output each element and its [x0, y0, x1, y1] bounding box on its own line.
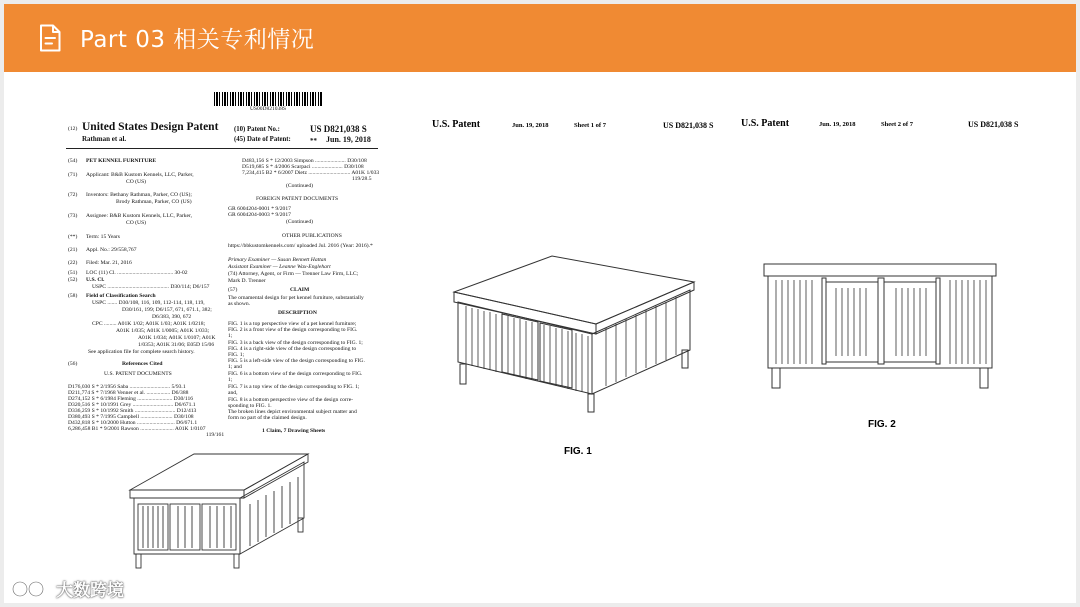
patent-date: Jun. 19, 2018	[326, 135, 371, 144]
field-code: (72)	[68, 192, 78, 198]
field-term: Term: 15 Years	[86, 234, 120, 240]
patent-type-title: United States Design Patent	[82, 121, 219, 133]
figure-label: FIG. 1	[564, 446, 592, 457]
foreign-doc-row: GR 6004204-0003 * 9/2017	[228, 212, 291, 218]
kennel-drawing-small	[128, 446, 314, 576]
continued-label: (Continued)	[286, 219, 314, 225]
field-assignee: Assignee: B&B Kustom Kennels, LLC, Parker,	[86, 213, 193, 219]
desc-line: The broken lines depict environmental subject matter and	[228, 409, 357, 415]
sheet2-patent-number: US D821,038 S	[968, 120, 1019, 129]
claims-footer: 1 Claim, 7 Drawing Sheets	[262, 428, 326, 434]
field-code: (56)	[68, 361, 78, 367]
other-pubs-text: https://bbkustomkennels.com/ uploaded Jul. 2016 (Year: 2016).*	[228, 243, 373, 249]
watermark	[10, 576, 124, 601]
us-doc-row: D320,516 S * 10/1991 Grey ............................. D6/671.1	[68, 402, 196, 408]
desc-line: and,	[228, 390, 238, 396]
ref-row: D483,156 S * 12/2003 Simpson ...................... D30/108	[242, 158, 367, 164]
field-search-line: A01K 1/034; A01K 1/0107; A01K	[138, 335, 216, 341]
barcode-number: US00D821038S	[249, 106, 287, 112]
ref-row: D519,685 S * 4/2006 Scarpaci ...................... D30/108	[242, 164, 364, 170]
claim-text: The ornamental design for pet kennel furniture, substantially	[228, 295, 364, 301]
us-doc-row: 6,286,458 B1 * 9/2001 Rawson ........................ A01K 1/0107	[68, 426, 206, 432]
desc-line: 1;	[228, 377, 233, 383]
inventor-short: Rathman et al.	[82, 135, 127, 143]
examiner-line: Primary Examiner — Susan Bennett Hattan	[228, 257, 327, 263]
field-assignee-cont: CO (US)	[126, 220, 147, 226]
desc-line: FIG. 7 is a top view of the design corresponding to FIG. 1;	[228, 384, 360, 390]
other-pubs-title: OTHER PUBLICATIONS	[282, 233, 342, 239]
patent-no-label: (10) Patent No.:	[234, 126, 280, 133]
claim-title: CLAIM	[290, 287, 310, 293]
field-code: (52)	[68, 277, 78, 283]
kennel-drawing-fig2	[762, 262, 1000, 392]
field-code: (54)	[68, 158, 78, 164]
sheet2-date: Jun. 19, 2018	[819, 121, 856, 128]
desc-line: FIG. 4 is a right-side view of the design corresponding to	[228, 346, 357, 352]
document-icon	[38, 24, 62, 52]
us-doc-row: D274,152 S * 6/1984 Fleming ......................... D30/116	[68, 396, 194, 402]
field-code: (**)	[68, 234, 78, 240]
ref-row: 7,234,415 B2 * 6/2007 Dietz .............................. A01K 1/033	[242, 170, 380, 176]
desc-line: FIG. 1;	[228, 352, 245, 358]
desc-line: FIG. 8 is a bottom perspective view of the design corre-	[228, 397, 354, 403]
us-doc-row: D380,493 S * 7/1995 Campbell ....................... D30/108	[68, 414, 194, 420]
barcode	[214, 92, 322, 106]
date-label: (45) Date of Patent:	[234, 136, 291, 143]
sheet1-sheet-number: Sheet 1 of 7	[574, 122, 606, 129]
field-uscl: U.S. Cl.	[86, 277, 105, 283]
sheet2-sheet-number: Sheet 2 of 7	[881, 121, 913, 128]
field-inventors-cont: Brody Rathman, Parker, CO (US)	[116, 199, 192, 205]
field-code: (71)	[68, 172, 78, 178]
refs-title: References Cited	[122, 361, 163, 367]
desc-line: sponding to FIG. 1.	[228, 403, 272, 409]
foreign-doc-row: GR 6004204-0001 * 9/2017	[228, 206, 291, 212]
field-applicant-cont: CO (US)	[126, 179, 147, 185]
sheet1-date: Jun. 19, 2018	[512, 122, 549, 129]
desc-line: FIG. 5 is a left-side view of the design corresponding to FIG.	[228, 358, 365, 364]
us-doc-row: D432,818 S * 10/2000 Hutton ........................... D6/671.1	[68, 420, 198, 426]
examiner-line: Mark D. Trenner	[228, 278, 266, 284]
page-title: Part 03 相关专利情况	[80, 27, 315, 53]
us-doc-row: 119/161	[206, 432, 225, 438]
field-appl-no: Appl. No.: 29/558,767	[86, 247, 137, 253]
field-search-line: D30/161, 199; D6/157, 671, 671.1, 382;	[122, 307, 212, 313]
date-marker: **	[310, 137, 317, 145]
desc-line: FIG. 3 is a back view of the design corresponding to FIG. 1;	[228, 340, 363, 346]
desc-line: FIG. 2 is a front view of the design corresponding to FIG.	[228, 327, 358, 333]
field-search-title: Field of Classification Search	[86, 293, 156, 299]
us-doc-row: D211,774 S * 7/1968 Venner et al. ................. D6/388	[68, 390, 189, 396]
sheet2-left-header: U.S. Patent	[741, 118, 790, 129]
claim-text: as shown.	[228, 301, 251, 307]
desc-line: FIG. 1 is a top perspective view of a pet kennel furniture;	[228, 321, 357, 327]
field-title: PET KENNEL FURNITURE	[86, 158, 157, 164]
field-code: (73)	[68, 213, 78, 219]
us-docs-title: U.S. PATENT DOCUMENTS	[104, 371, 172, 377]
desc-line: 1;	[228, 333, 233, 339]
field-applicant: Applicant: B&B Kustom Kennels, LLC, Parker,	[86, 172, 194, 178]
field-search-line: 1/0353; A01K 31/06; E05D 15/06	[138, 342, 215, 348]
brand-logo-icon	[10, 578, 50, 600]
watermark-text: 大数跨境	[56, 581, 124, 601]
desc-line: FIG. 6 is a bottom view of the design corresponding to FIG.	[228, 371, 363, 377]
desc-line: 1; and	[228, 364, 242, 370]
figure-label: FIG. 2	[868, 419, 896, 430]
examiner-line: Assistant Examiner — Leanne Wax-Englehart	[228, 264, 331, 270]
field-uspc: USPC ............................................ D30/114; D6/157	[92, 284, 210, 290]
us-doc-row: D336,259 S * 10/1992 Smith ............................. D12/413	[68, 408, 197, 414]
header-bar	[4, 4, 1076, 72]
sheet1-left-header: U.S. Patent	[432, 119, 481, 130]
field-inventors: Inventors: Bethany Rathman, Parker, CO (US);	[86, 192, 192, 198]
field-search-line: D6/383, 390, 672	[152, 314, 192, 320]
continued-label: (Continued)	[286, 183, 314, 189]
patent-number: US D821,038 S	[310, 124, 367, 134]
slide	[4, 4, 1076, 603]
description-title: DESCRIPTION	[278, 310, 317, 316]
desc-line: form no part of the claimed design.	[228, 415, 307, 421]
foreign-docs-title: FOREIGN PATENT DOCUMENTS	[256, 196, 339, 202]
field-loc: LOC (11) Cl. ........................................ 30-02	[86, 270, 188, 276]
examiner-line: (74) Attorney, Agent, or Firm — Trenner Law Firm, LLC;	[228, 271, 359, 277]
ref-row: 119/28.5	[352, 176, 372, 182]
claim-code: (57)	[228, 287, 238, 293]
field-code: (21)	[68, 247, 78, 253]
kennel-drawing-fig1	[450, 254, 702, 414]
field-search-line: A01K 1/035; A01K 1/0005; A01K 1/033;	[116, 328, 210, 334]
patent-front-page	[64, 88, 379, 438]
field-search-line: USPC ....... D30/108, 116, 109, 112-114, 118, 119,	[92, 300, 205, 306]
field-search-note: See application file for complete search history.	[88, 349, 195, 355]
field-code: (58)	[68, 293, 78, 299]
divider	[66, 148, 378, 149]
field-filed: Filed: Mar. 21, 2016	[86, 260, 132, 266]
field-code: (51)	[68, 270, 78, 276]
country-code: (12)	[68, 126, 78, 132]
field-search-line: CPC ......... A01K 1/02; A01K 1/03; A01K 1/0218;	[92, 321, 206, 327]
field-code: (22)	[68, 260, 78, 266]
sheet1-patent-number: US D821,038 S	[663, 121, 714, 130]
us-doc-row: D176,030 S * 2/1956 Saba ............................. 5/93.1	[68, 384, 186, 390]
